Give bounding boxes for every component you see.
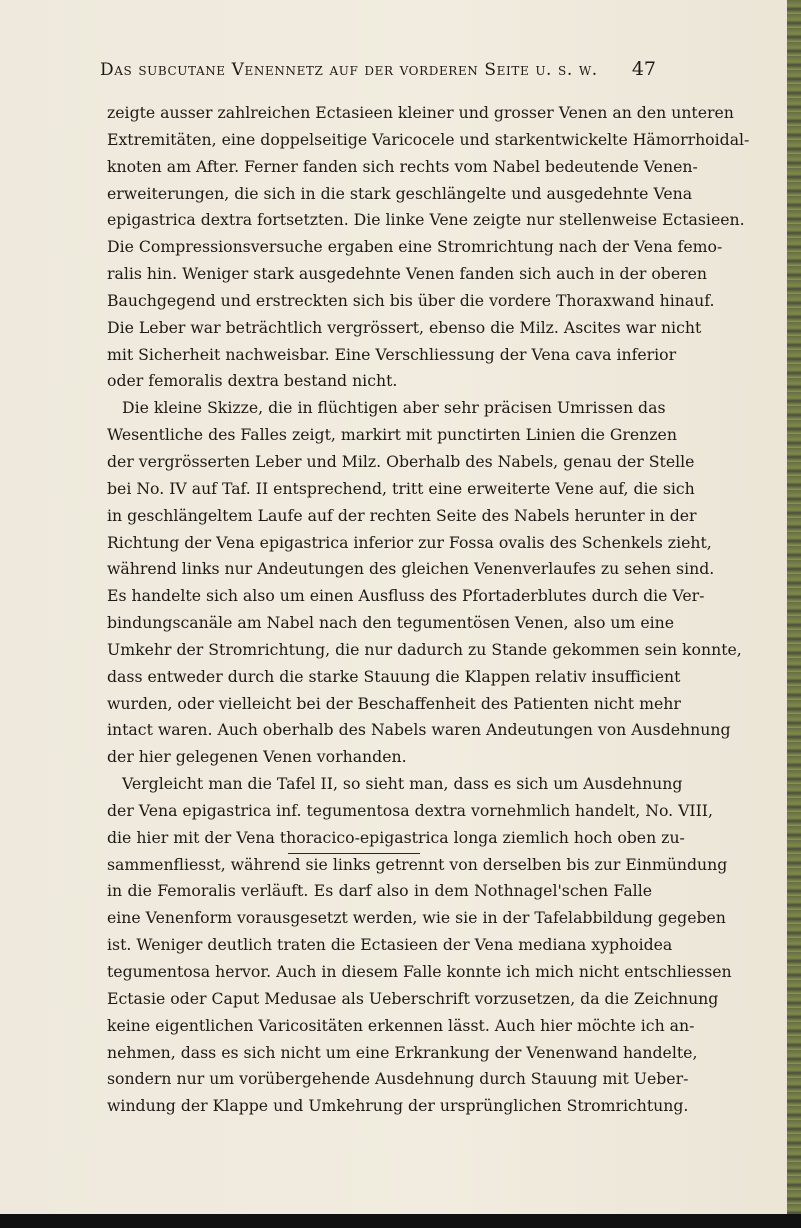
text-line: Umkehr der Stromrichtung, die nur dadurch zu Stande gekommen sein konnte, xyxy=(107,639,742,659)
text-line: wurden, oder vielleicht bei der Beschaffenheit des Patienten nicht mehr xyxy=(107,693,681,713)
text-line: epigastrica dextra fortsetzten. Die linke Vene zeigte nur stellenweise Ectasieen. xyxy=(107,210,745,230)
paragraph-2 xyxy=(107,395,742,771)
text-line: dass entweder durch die starke Stauung die Klappen relativ insufficient xyxy=(107,666,681,686)
text-line: Die kleine Skizze, die in flüchtigen aber sehr präcisen Umrissen das xyxy=(122,398,666,418)
text-line: sondern nur um vorübergehende Ausdehnung durch Stauung mit Ueber- xyxy=(107,1069,689,1089)
text-line: der vergrösserten Leber und Milz. Oberhalb des Nabels, genau der Stelle xyxy=(107,451,695,471)
body-text xyxy=(107,100,750,1120)
text-line: erweiterungen, die sich in die stark geschlängelte und ausgedehnte Vena xyxy=(107,183,693,203)
page-number: 47 xyxy=(631,58,656,80)
text-line: eine Venenform vorausgesetzt werden, wie sie in der Tafelabbildung gegeben xyxy=(107,908,726,928)
text-line: Ectasie oder Caput Medusae als Ueberschrift vorzusetzen, da die Zeichnung xyxy=(107,988,719,1008)
text-line: Die Compressionsversuche ergaben eine Stromrichtung nach der Vena femo- xyxy=(107,237,723,257)
text-line: Es handelte sich also um einen Ausfluss des Pfortaderblutes durch die Ver- xyxy=(107,586,705,606)
section-end-rule xyxy=(288,853,420,854)
text-line: in geschlängeltem Laufe auf der rechten Seite des Nabels herunter in der xyxy=(107,505,697,525)
text-line: Extremitäten, eine doppelseitige Varicocele und starkentwickelte Hämorrhoidal- xyxy=(107,129,750,149)
page-header xyxy=(100,60,656,90)
text-line: die hier mit der Vena thoracico-epigastrica longa ziemlich hoch oben zu- xyxy=(107,827,685,847)
text-line: nehmen, dass es sich nicht um eine Erkrankung der Venenwand handelte, xyxy=(107,1042,698,1062)
text-line: sammenfliesst, während sie links getrennt von derselben bis zur Einmündung xyxy=(107,854,728,874)
text-line: tegumentosa hervor. Auch in diesem Falle konnte ich mich nicht entschliessen xyxy=(107,962,732,981)
text-line: Wesentliche des Falles zeigt, markirt mit punctirten Linien die Grenzen xyxy=(107,425,677,445)
text-line: mit Sicherheit nachweisbar. Eine Verschliessung der Vena cava inferior xyxy=(107,344,677,364)
text-line: Bauchgegend und erstreckten sich bis über die vordere Thoraxwand hinauf. xyxy=(107,290,715,310)
text-line: oder femoralis dextra bestand nicht. xyxy=(107,371,398,391)
text-line: der Vena epigastrica inf. tegumentosa dextra vornehmlich handelt, No. VIII, xyxy=(107,800,713,820)
text-line: bei No. IV auf Taf. II entsprechend, tritt eine erweiterte Vene auf, die sich xyxy=(107,478,695,498)
running-title: Das subcutane Venennetz auf der vorderen Seite u. s. w. xyxy=(100,60,598,80)
text-line: der hier gelegenen Venen vorhanden. xyxy=(107,747,407,767)
text-line: Die Leber war beträchtlich vergrössert, ebenso die Milz. Ascites war nicht xyxy=(107,317,702,337)
text-line: knoten am After. Ferner fanden sich rechts vom Nabel bedeutende Venen- xyxy=(107,156,698,176)
text-line: ralis hin. Weniger stark ausgedehnte Venen fanden sich auch in der oberen xyxy=(107,264,707,284)
text-line: bindungscanäle am Nabel nach den tegumentösen Venen, also um eine xyxy=(107,613,675,633)
text-line: zeigte ausser zahlreichen Ectasieen kleiner und grosser Venen an den unteren xyxy=(107,103,734,122)
text-line: während links nur Andeutungen des gleichen Venenverlaufes zu sehen sind. xyxy=(107,559,715,579)
paragraph-1 xyxy=(107,100,750,395)
paragraph-3 xyxy=(107,771,732,1120)
text-line: Vergleicht man die Tafel II, so sieht man, dass es sich um Ausdehnung xyxy=(122,774,683,794)
scan-bottom-edge xyxy=(0,1214,801,1228)
text-line: Richtung der Vena epigastrica inferior zur Fossa ovalis des Schenkels zieht, xyxy=(107,532,712,552)
text-line: windung der Klappe und Umkehrung der ursprünglichen Stromrichtung. xyxy=(107,1096,689,1116)
text-line: ist. Weniger deutlich traten die Ectasieen der Vena mediana xyphoidea xyxy=(107,935,673,955)
text-line: in die Femoralis verläuft. Es darf also in dem Nothnagel'schen Falle xyxy=(107,881,652,901)
text-line: keine eigentlichen Varicositäten erkennen lässt. Auch hier möchte ich an- xyxy=(107,1015,695,1035)
text-line: intact waren. Auch oberhalb des Nabels waren Andeutungen von Ausdehnung xyxy=(107,720,731,740)
book-binding-edge xyxy=(787,0,801,1228)
